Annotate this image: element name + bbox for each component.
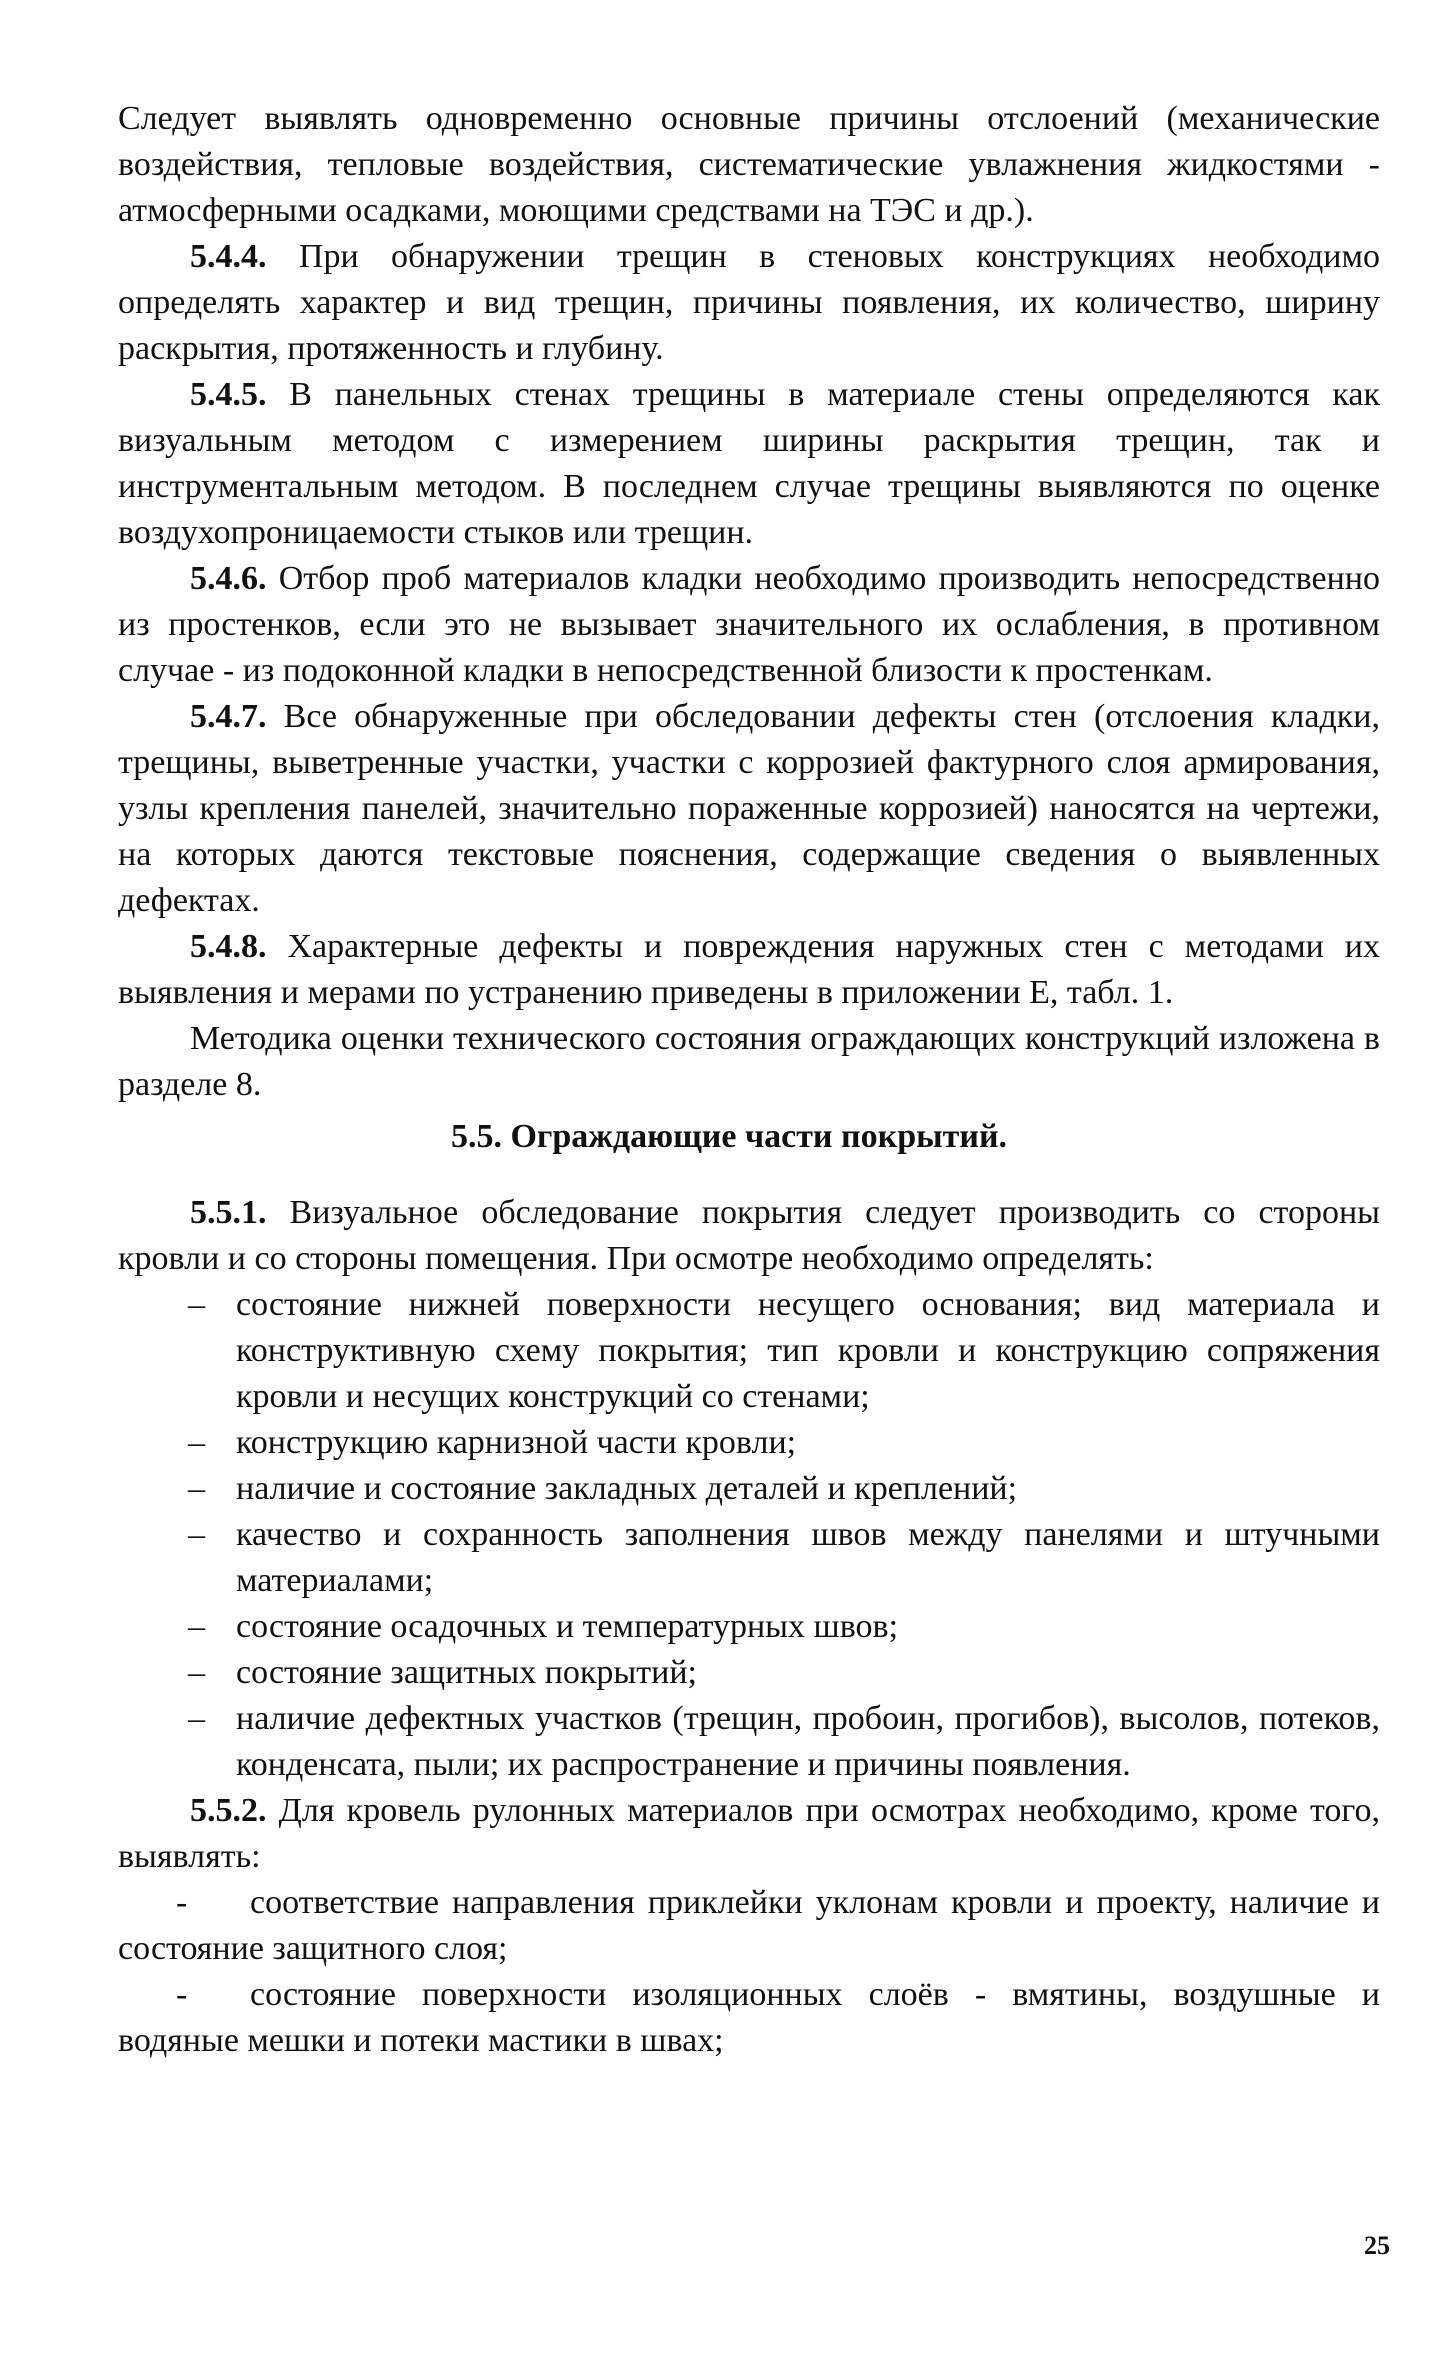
paragraph-5-5-2	[118, 1788, 1380, 1880]
clause-number: 5.5.2.	[190, 1792, 267, 1829]
dash-marker: –	[188, 1700, 205, 1737]
list-item-text: качество и сохранность заполнения швов между панелями и штучными материалами;	[236, 1516, 1380, 1599]
roll-roof-item	[118, 1880, 1380, 1972]
dash-marker: -	[176, 1976, 188, 2013]
list-item-text: состояние поверхности изоляционных слоёв - вмятины, воздушные и водяные мешки и потеки мастики в швах;	[118, 1976, 1380, 2059]
dash-marker: –	[188, 1286, 205, 1323]
paragraph-text: При обнаружении трещин в стеновых конструкциях необходимо определять характер и вид трещин, причины появления, их количество, ширину раскрытия, протяженность и глубину.	[118, 238, 1380, 367]
list-item-text: состояние осадочных и температурных швов;	[236, 1608, 899, 1645]
list-item	[188, 1696, 1380, 1788]
paragraph-intro: Следует выявлять одновременно основные причины отслоений (механические воздействия, тепловые воздействия, систематические увлажнения жидкостями - атмосферными осадками, моющими средствами на ТЭС и др.).	[118, 100, 1380, 229]
paragraph-5-4-8	[118, 924, 1380, 1016]
list-item-text: состояние нижней поверхности несущего основания; вид материала и конструктивную схему покрытия; тип кровли и конструкцию сопряжения кровли и несущих конструкций со стенами;	[236, 1286, 1380, 1415]
paragraph-text: В панельных стенах трещины в материале стены определяются как визуальным методом с измерением ширины раскрытия трещин, так и инструментальным методом. В последнем случае трещины выявляются по оценке воздухопроницаемости стыков или трещин.	[118, 376, 1380, 551]
list-item-text: наличие и состояние закладных деталей и креплений;	[236, 1470, 1018, 1507]
paragraph-5-4-4	[118, 234, 1380, 372]
clause-number: 5.4.5.	[190, 376, 267, 413]
paragraph-text: Отбор проб материалов кладки необходимо производить непосредственно из простенков, если это не вызывает значительного их ослабления, в противном случае - из подоконной кладки в непосредственной близости к простенкам.	[118, 560, 1380, 689]
dash-marker: –	[188, 1654, 205, 1691]
paragraph-text: Визуальное обследование покрытия следует производить со стороны кровли и со стороны помещения. При осмотре необходимо определять:	[118, 1194, 1380, 1277]
clause-number: 5.4.8.	[190, 928, 267, 965]
clause-number: 5.4.4.	[190, 238, 267, 275]
paragraph-5-5-1	[118, 1190, 1380, 1282]
dash-marker: –	[188, 1516, 205, 1553]
paragraph-text: Для кровель рулонных материалов при осмотрах необходимо, кроме того, выявлять:	[118, 1792, 1380, 1875]
roll-roof-item	[118, 1972, 1380, 2064]
list-item	[188, 1282, 1380, 1420]
list-item	[188, 1466, 1380, 1512]
page-number: 25	[1364, 2231, 1390, 2260]
clause-number: 5.5.1.	[190, 1194, 267, 1231]
dash-marker: –	[188, 1608, 205, 1645]
paragraph-text: Характерные дефекты и повреждения наружных стен с методами их выявления и мерами по устранению приведены в приложении Е, табл. 1.	[118, 928, 1380, 1011]
list-item	[188, 1650, 1380, 1696]
paragraph-5-4-5	[118, 372, 1380, 556]
clause-number: 5.4.7.	[190, 698, 267, 735]
list-item	[188, 1604, 1380, 1650]
dash-marker: –	[188, 1470, 205, 1507]
dash-marker: -	[176, 1884, 188, 1921]
inspection-list	[118, 1282, 1380, 1788]
paragraph-5-4-6	[118, 556, 1380, 694]
paragraph-text: Все обнаруженные при обследовании дефекты стен (отслоения кладки, трещины, выветренные участки, участки с коррозией фактурного слоя армирования, узлы крепления панелей, значительно пораженные коррозией) наносятся на чертежи, на которых даются текстовые пояснения, содержащие сведения о выявленных дефектах.	[118, 698, 1380, 919]
section-heading: 5.5. Ограждающие части покрытий.	[450, 1118, 1008, 1155]
paragraph-5-4-7	[118, 694, 1380, 924]
list-item	[188, 1420, 1380, 1466]
dash-marker: –	[188, 1424, 205, 1461]
list-item-text: состояние защитных покрытий;	[236, 1654, 697, 1691]
clause-number: 5.4.6.	[190, 560, 267, 597]
list-item	[188, 1512, 1380, 1604]
paragraph-methodology: Методика оценки технического состояния ограждающих конструкций изложена в разделе 8.	[118, 1020, 1380, 1103]
list-item-text: наличие дефектных участков (трещин, пробоин, прогибов), высолов, потеков, конденсата, пыли; их распространение и причины появления.	[236, 1700, 1380, 1783]
list-item-text: конструкцию карнизной части кровли;	[236, 1424, 797, 1461]
list-item-text: соответствие направления приклейки уклонам кровли и проекту, наличие и состояние защитного слоя;	[118, 1884, 1380, 1967]
